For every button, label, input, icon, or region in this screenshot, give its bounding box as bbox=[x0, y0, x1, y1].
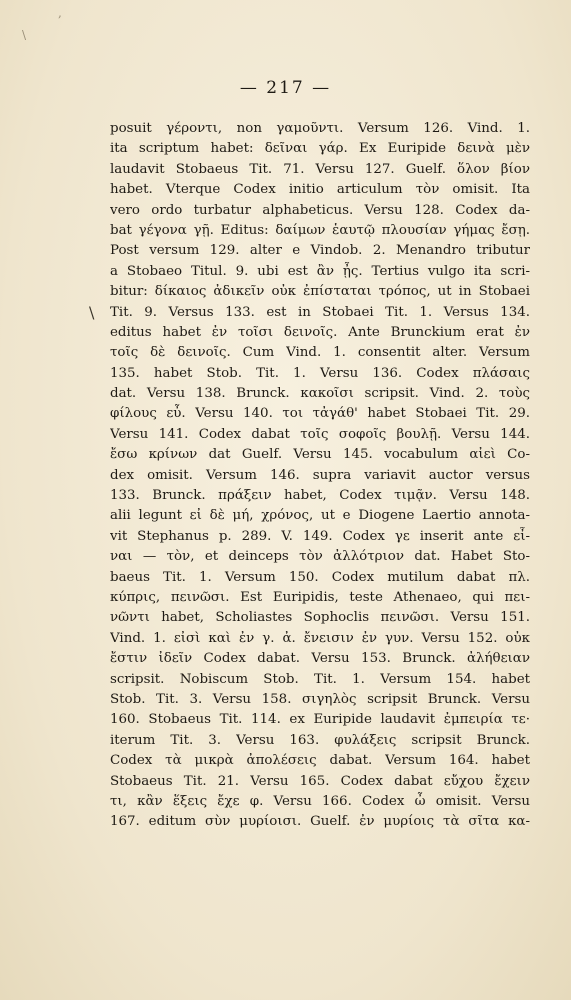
text-line: 167. editum σὺν μυρίοισι. Guelf. ἐν μυρίοις τὰ σῖτα κα- bbox=[110, 814, 530, 830]
text-line: τι, κἂν ἕξεις ἔχε φ. Versu 166. Codex ὦ omisit. Versu bbox=[110, 793, 530, 809]
text-line: editus habet ἐν τοῖσι δεινοῖς. Ante Brunckium erat ἐν bbox=[110, 324, 530, 340]
body-text bbox=[110, 119, 530, 833]
text-line: iterum Tit. 3. Versu 163. φυλάξεις scripsit Brunck. bbox=[110, 732, 530, 748]
text-line: φίλους εὖ. Versu 140. τοι τἀγάθ' habet Stobaei Tit. 29. bbox=[110, 406, 530, 422]
text-line: Post versum 129. alter e Vindob. 2. Menandro tributur bbox=[110, 243, 530, 259]
text-line: alii legunt εἰ δὲ μή, χρόνος, ut e Diogene Laertio annota- bbox=[110, 508, 530, 524]
text-line: 133. Brunck. πράξειν habet, Codex τιμᾷν. Versu 148. bbox=[110, 488, 530, 504]
text-line: ἔσω κρίνων dat Guelf. Versu 145. vocabulum αἰεὶ Co- bbox=[110, 447, 530, 463]
text-line: Stobaeus Tit. 21. Versu 165. Codex dabat εὔχου ἔχειν bbox=[110, 773, 530, 789]
text-line: νῶντι habet, Scholiastes Sophoclis πεινῶσι. Versu 151. bbox=[110, 610, 530, 626]
text-line: a Stobaeo Titul. 9. ubi est ἂν ᾖς. Tertius vulgo ita scri- bbox=[110, 263, 530, 279]
text-line: vero ordo turbatur alphabeticus. Versu 128. Codex da- bbox=[110, 202, 530, 218]
ink-speck: \ bbox=[22, 28, 27, 42]
text-line: baeus Tit. 1. Versum 150. Codex mutilum dabat πλ. bbox=[110, 569, 530, 585]
text-line: 160. Stobaeus Tit. 114. ex Euripide laudavit ἐμπειρία τε· bbox=[110, 712, 530, 728]
text-line: Versu 141. Codex dabat τοῖς σοφοῖς βουλῇ. Versu 144. bbox=[110, 426, 530, 442]
text-line: posuit γέροντι, non γαμοῦντι. Versum 126. Vind. 1. bbox=[110, 121, 530, 136]
text-line: scripsit. Nobiscum Stob. Tit. 1. Versum 154. habet bbox=[110, 671, 530, 687]
text-line: ita scriptum habet: δεῖναι γάρ. Ex Euripide δεινὰ μὲν bbox=[110, 141, 530, 157]
text-line: vit Stephanus p. 289. V. 149. Codex γε inserit ante εἶ- bbox=[110, 528, 530, 544]
text-line: habet. Vterque Codex initio articulum τὸν omisit. Ita bbox=[110, 182, 530, 198]
page-number: — 217 — bbox=[239, 78, 332, 98]
text-line: Vind. 1. εἰσὶ καὶ ἐν γ. ἀ. ἔνεισιν ἐν γυν. Versu 152. οὐκ bbox=[110, 630, 530, 646]
text-line: dat. Versu 138. Brunck. κακοῖσι scripsit. Vind. 2. τοὺς bbox=[110, 386, 530, 402]
text-line: 135. habet Stob. Tit. 1. Versu 136. Codex πλάσαις bbox=[110, 365, 530, 381]
text-line: ἔστιν ἰδεῖν Codex dabat. Versu 153. Brunck. ἀλήθειαν bbox=[110, 651, 530, 667]
text-line: dex omisit. Versum 146. supra variavit auctor versus bbox=[110, 467, 530, 483]
text-line: τοῖς δὲ δεινοῖς. Cum Vind. 1. consentit alter. Versum bbox=[110, 345, 530, 361]
text-line: Codex τὰ μικρὰ ἀπολέσεις dabat. Versum 164. habet bbox=[110, 753, 530, 769]
text-line: Stob. Tit. 3. Versu 158. σιγηλὸς scripsit Brunck. Versu bbox=[110, 691, 530, 707]
margin-mark: \ bbox=[89, 303, 95, 322]
text-line: ναι — τὸν, et deinceps τὸν ἀλλότριον dat. Habet Sto- bbox=[110, 549, 530, 565]
text-line: bat γέγονα γῇ. Editus: δαίμων ἑαυτῷ πλουσίαν γήμας ἔσῃ. bbox=[110, 222, 530, 238]
text-line: bitur: δίκαιος ἀδικεῖν οὐκ ἐπίσταται τρόπος, ut in Stobaei bbox=[110, 284, 530, 300]
text-line: κύπρις, πεινῶσι. Est Euripidis, teste Athenaeo, qui πει- bbox=[110, 589, 530, 605]
ink-speck: , bbox=[58, 6, 62, 20]
text-line: laudavit Stobaeus Tit. 71. Versu 127. Guelf. ὅλον βίον bbox=[110, 161, 530, 177]
text-line: Tit. 9. Versus 133. est in Stobaei Tit. 1. Versus 134. bbox=[110, 304, 530, 320]
